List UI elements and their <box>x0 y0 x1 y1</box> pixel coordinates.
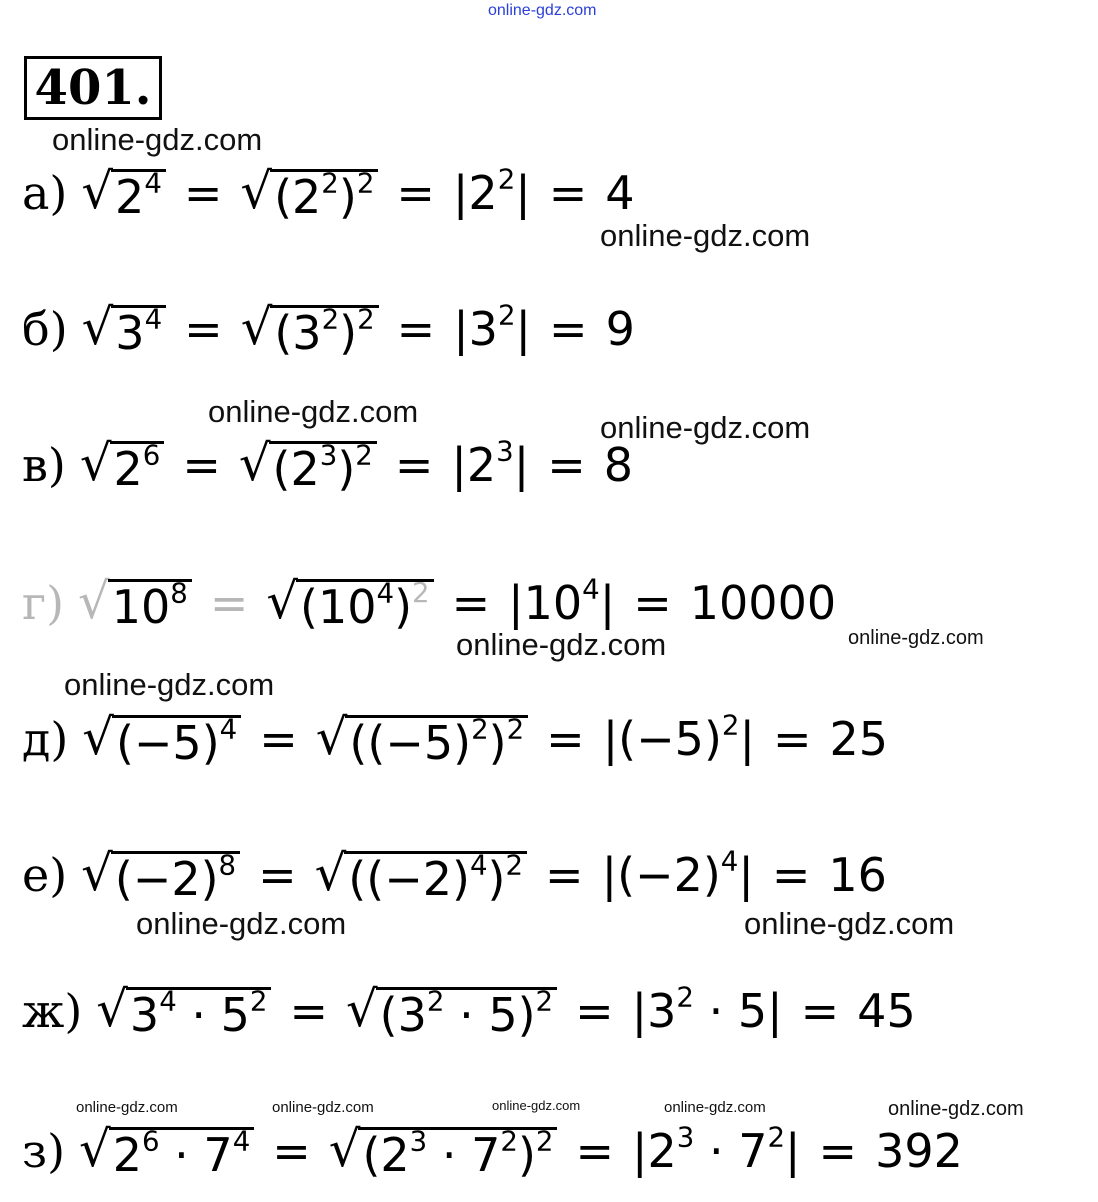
sqrt-sign: √ <box>346 980 378 1038</box>
equals-sign: = <box>272 1124 311 1178</box>
watermark: online-gdz.com <box>888 1098 1024 1120</box>
sqrt-sign: √ <box>240 298 273 356</box>
radicand: $(10^4)^2$ <box>296 579 434 630</box>
equals-sign: = <box>259 712 298 766</box>
absolute-value: $|2^3|$ <box>451 434 530 492</box>
equals-sign: = <box>394 438 434 492</box>
item-label: в) <box>22 438 66 492</box>
equation-d <box>22 708 889 770</box>
radicand: $(-5)^4$ <box>112 715 241 766</box>
watermark-top: online-gdz.com <box>488 2 597 19</box>
sqrt-sign: √ <box>328 1120 361 1178</box>
watermark: online-gdz.com <box>664 1099 766 1116</box>
item-label: д) <box>22 712 69 766</box>
radicand: $(2^2)^2$ <box>270 169 378 220</box>
radicand: $2^6 \cdot 7^4$ <box>109 1127 255 1178</box>
equation-b <box>22 298 635 360</box>
equals-sign: = <box>396 302 436 356</box>
equals-sign: = <box>772 712 812 766</box>
radicand: $3^4$ <box>111 305 166 356</box>
result: 45 <box>857 984 916 1038</box>
result: 10000 <box>689 576 837 630</box>
radicand: $3^4 \cdot 5^2$ <box>126 987 272 1038</box>
equals-sign: = <box>545 848 584 902</box>
item-label: е) <box>22 848 68 902</box>
equals-sign: = <box>546 712 585 766</box>
watermark: online-gdz.com <box>848 627 984 649</box>
watermark: online-gdz.com <box>600 410 811 445</box>
sqrt-sign: √ <box>314 844 347 902</box>
item-label: а) <box>22 166 68 220</box>
equals-sign: = <box>548 166 588 220</box>
absolute-value: $|3^2|$ <box>453 298 532 356</box>
absolute-value: $|(-2)^4|$ <box>601 844 754 902</box>
result: 4 <box>605 166 635 220</box>
radicand: $10^8$ <box>108 579 192 630</box>
sqrt-sign: √ <box>78 572 110 630</box>
radicand: $2^6$ <box>110 441 165 492</box>
sqrt-sign: √ <box>81 844 113 902</box>
equals-sign: = <box>800 984 840 1038</box>
equation-zh <box>22 980 916 1042</box>
radicand: $(-2)^8$ <box>111 851 240 902</box>
watermark: online-gdz.com <box>272 1099 374 1116</box>
watermark: online-gdz.com <box>492 1098 581 1113</box>
watermark: online-gdz.com <box>136 906 347 941</box>
equals-sign: = <box>771 848 811 902</box>
watermark: online-gdz.com <box>744 906 955 941</box>
watermark: online-gdz.com <box>456 627 667 662</box>
radicand: $(2^3 \cdot 7^2)^2$ <box>358 1127 557 1178</box>
equals-sign: = <box>633 576 672 630</box>
result: 16 <box>828 848 887 902</box>
equals-sign: = <box>289 984 329 1038</box>
equation-v <box>22 434 634 496</box>
equation-a <box>22 162 635 224</box>
watermark: online-gdz.com <box>52 122 263 157</box>
equals-sign: = <box>258 848 297 902</box>
item-label: г) <box>22 576 65 630</box>
sqrt-sign: √ <box>238 434 271 492</box>
absolute-value: $|2^2|$ <box>452 162 531 220</box>
equals-sign: = <box>209 576 249 630</box>
result: 392 <box>875 1124 963 1178</box>
equation-e <box>22 844 887 906</box>
sqrt-sign: √ <box>81 162 114 220</box>
watermark: online-gdz.com <box>64 667 275 702</box>
radicand: $2^4$ <box>111 169 166 220</box>
equals-sign: = <box>818 1124 858 1178</box>
result: 25 <box>829 712 889 766</box>
item-label: б) <box>22 302 68 356</box>
equals-sign: = <box>182 438 221 492</box>
equals-sign: = <box>575 984 614 1038</box>
result: 8 <box>603 438 634 492</box>
sqrt-sign: √ <box>82 708 114 766</box>
result: 9 <box>605 302 635 356</box>
radicand: $(3^2)^2$ <box>270 305 378 356</box>
item-label: ж) <box>22 984 83 1038</box>
absolute-value: $|2^3 \cdot 7^2|$ <box>632 1120 801 1178</box>
sqrt-sign: √ <box>240 162 273 220</box>
watermark: online-gdz.com <box>600 218 811 253</box>
sqrt-sign: √ <box>81 298 114 356</box>
radicand: $(2^3)^2$ <box>269 441 377 492</box>
equation-g <box>22 572 837 634</box>
absolute-value: $|10^4|$ <box>508 572 616 630</box>
radicand: $(3^2 \cdot 5)^2$ <box>376 987 557 1038</box>
equals-sign: = <box>549 302 588 356</box>
sqrt-sign: √ <box>266 572 299 630</box>
sqrt-sign: √ <box>96 980 128 1038</box>
equals-sign: = <box>547 438 586 492</box>
equals-sign: = <box>183 166 223 220</box>
watermark: online-gdz.com <box>76 1099 178 1116</box>
equals-sign: = <box>575 1124 614 1178</box>
sqrt-sign: √ <box>79 434 112 492</box>
equation-z <box>22 1120 963 1182</box>
equals-sign: = <box>396 166 435 220</box>
problem-number: 401. <box>24 56 162 120</box>
absolute-value: $|(-5)^2|$ <box>602 708 755 766</box>
radicand: $((-2)^4)^2$ <box>344 851 527 902</box>
equals-sign: = <box>184 302 223 356</box>
radicand: $((-5)^2)^2$ <box>345 715 528 766</box>
equals-sign: = <box>451 576 491 630</box>
item-label: з) <box>22 1124 66 1178</box>
absolute-value: $|3^2 \cdot 5|$ <box>631 980 783 1038</box>
sqrt-sign: √ <box>315 708 348 766</box>
watermark: online-gdz.com <box>208 394 419 429</box>
sqrt-sign: √ <box>79 1120 111 1178</box>
